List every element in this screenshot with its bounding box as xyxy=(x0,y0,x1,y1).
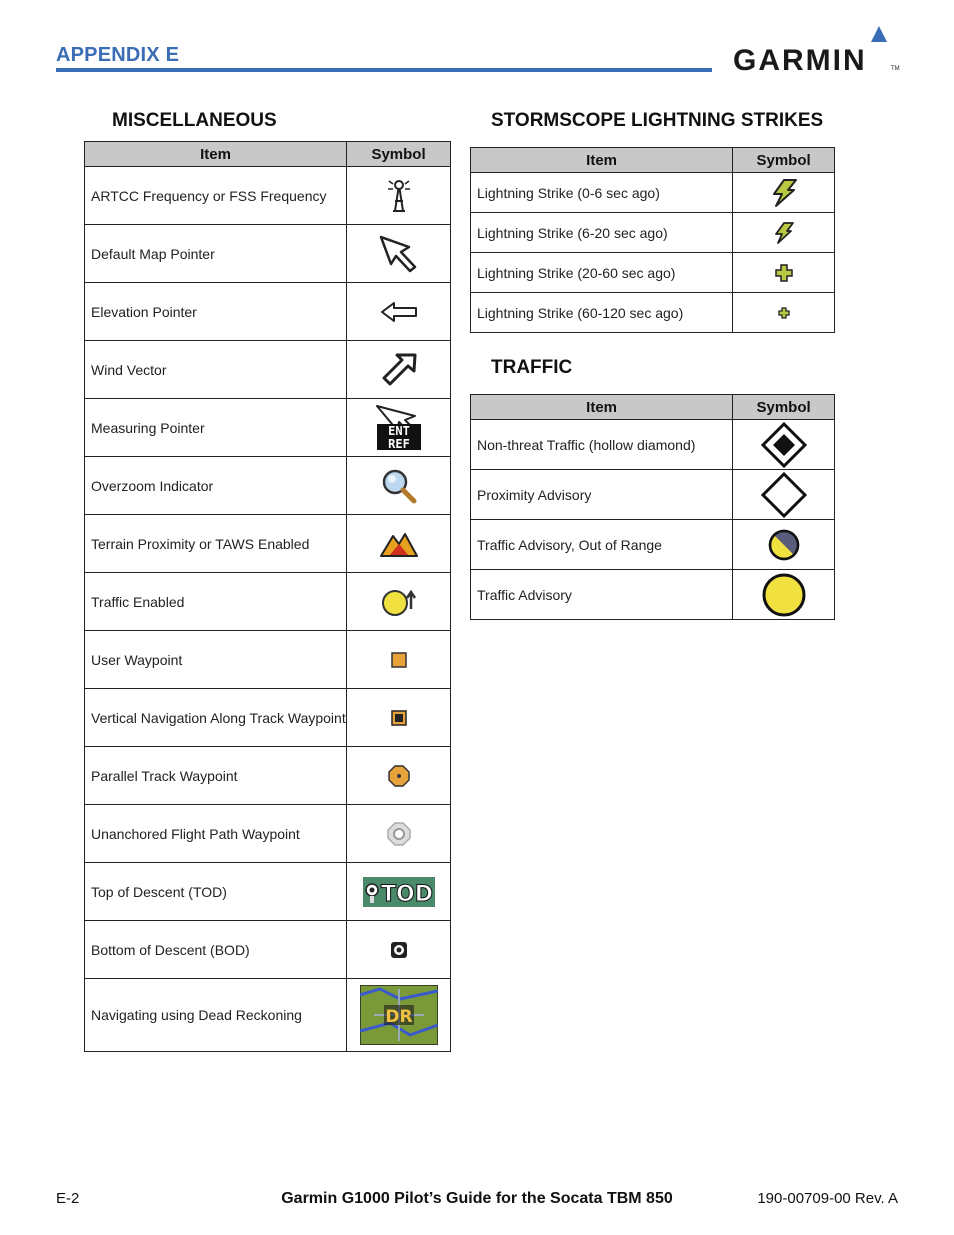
table-row xyxy=(85,863,451,921)
row-label: Wind Vector xyxy=(85,341,347,399)
table-row xyxy=(85,167,451,225)
row-label: Bottom of Descent (BOD) xyxy=(85,921,347,979)
table-row xyxy=(85,747,451,805)
table-row xyxy=(85,573,451,631)
table-row xyxy=(471,470,835,520)
row-label: Terrain Proximity or TAWS Enabled xyxy=(85,515,347,573)
stormscope-title: STORMSCOPE LIGHTNING STRIKES xyxy=(491,110,824,131)
yellow-circle-icon xyxy=(761,572,807,618)
table-row xyxy=(85,979,451,1052)
garmin-logo xyxy=(733,26,901,76)
row-label: Lightning Strike (20-60 sec ago) xyxy=(471,253,733,293)
terrain-icon xyxy=(379,530,419,558)
footer-title: Garmin G1000 Pilot’s Guide for the Socata TBM 850 xyxy=(281,1190,673,1207)
table-row xyxy=(85,283,451,341)
row-label: Overzoom Indicator xyxy=(85,457,347,515)
table-header-row xyxy=(471,148,835,173)
appendix-heading: APPENDIX E xyxy=(56,44,180,66)
row-label: Lightning Strike (60-120 sec ago) xyxy=(471,293,733,333)
unanchored-waypoint-icon xyxy=(386,821,412,847)
row-label: Lightning Strike (6-20 sec ago) xyxy=(471,213,733,253)
row-label: User Waypoint xyxy=(85,631,347,689)
svg-text:ENT: ENT xyxy=(387,423,410,438)
table-row xyxy=(471,520,835,570)
tod-icon xyxy=(363,877,435,907)
table-header-row xyxy=(471,395,835,420)
table-row xyxy=(85,457,451,515)
row-label: Lightning Strike (0-6 sec ago) xyxy=(471,173,733,213)
svg-text:DR: DR xyxy=(384,1007,413,1027)
bod-icon xyxy=(390,941,408,959)
column-header-item: Item xyxy=(85,142,347,167)
misc-table xyxy=(84,141,451,1052)
plus-small-icon xyxy=(778,307,790,319)
column-header-symbol: Symbol xyxy=(347,142,451,167)
table-row xyxy=(471,570,835,620)
table-header-row xyxy=(85,142,451,167)
row-label: Vertical Navigation Along Track Waypoint xyxy=(85,689,347,747)
table-row xyxy=(85,921,451,979)
row-label: Non-threat Traffic (hollow diamond) xyxy=(471,420,733,470)
row-label: Top of Descent (TOD) xyxy=(85,863,347,921)
plus-large-icon xyxy=(775,264,793,282)
traffic-enabled-icon xyxy=(380,587,418,617)
row-label: Proximity Advisory xyxy=(471,470,733,520)
logo-triangle-icon xyxy=(871,26,887,42)
table-row xyxy=(85,515,451,573)
table-row xyxy=(471,420,835,470)
magnifier-icon xyxy=(381,468,417,504)
row-label: Elevation Pointer xyxy=(85,283,347,341)
column-header-item: Item xyxy=(471,148,733,173)
pointer-arrow-icon xyxy=(379,235,419,273)
row-label: Navigating using Dead Reckoning xyxy=(85,979,347,1052)
table-row xyxy=(85,341,451,399)
misc-title: MISCELLANEOUS xyxy=(112,110,277,131)
row-label: Traffic Advisory xyxy=(471,570,733,620)
table-row xyxy=(471,173,835,213)
stormscope-table xyxy=(470,147,835,333)
row-label: Unanchored Flight Path Waypoint xyxy=(85,805,347,863)
tower-icon xyxy=(384,177,414,215)
column-header-item: Item xyxy=(471,395,733,420)
row-label: Default Map Pointer xyxy=(85,225,347,283)
table-row xyxy=(85,631,451,689)
hollow-diamond-icon xyxy=(761,472,807,518)
vnav-waypoint-icon xyxy=(390,709,408,727)
table-row xyxy=(471,213,835,253)
table-row xyxy=(471,293,835,333)
header-rule xyxy=(56,68,712,72)
column-header-symbol: Symbol xyxy=(733,148,835,173)
page-number: E-2 xyxy=(56,1190,80,1207)
document-number: 190-00709-00 Rev. A xyxy=(757,1190,898,1207)
row-label: Parallel Track Waypoint xyxy=(85,747,347,805)
wind-vector-icon xyxy=(381,353,417,387)
lightning-small-icon xyxy=(773,221,795,245)
non-threat-diamond-icon xyxy=(761,422,807,468)
elevation-arrow-icon xyxy=(380,301,418,323)
traffic-table xyxy=(470,394,835,620)
user-waypoint-icon xyxy=(390,651,408,669)
logo-trademark: TM xyxy=(891,66,900,72)
table-row xyxy=(85,399,451,457)
row-label: Measuring Pointer xyxy=(85,399,347,457)
traffic-title: TRAFFIC xyxy=(491,357,573,378)
row-label: Traffic Enabled xyxy=(85,573,347,631)
lightning-large-icon xyxy=(770,178,798,208)
table-row xyxy=(85,805,451,863)
parallel-track-icon xyxy=(387,764,411,788)
svg-text:REF: REF xyxy=(387,436,410,451)
table-row xyxy=(85,689,451,747)
row-label: ARTCC Frequency or FSS Frequency xyxy=(85,167,347,225)
table-row xyxy=(471,253,835,293)
half-circle-icon xyxy=(768,529,800,561)
row-label: Traffic Advisory, Out of Range xyxy=(471,520,733,570)
svg-text:TOD: TOD xyxy=(380,881,433,907)
table-row xyxy=(85,225,451,283)
dead-reckoning-icon xyxy=(360,985,438,1045)
measuring-pointer-icon xyxy=(375,404,423,452)
logo-text: GARMIN xyxy=(733,44,867,77)
column-header-symbol: Symbol xyxy=(733,395,835,420)
